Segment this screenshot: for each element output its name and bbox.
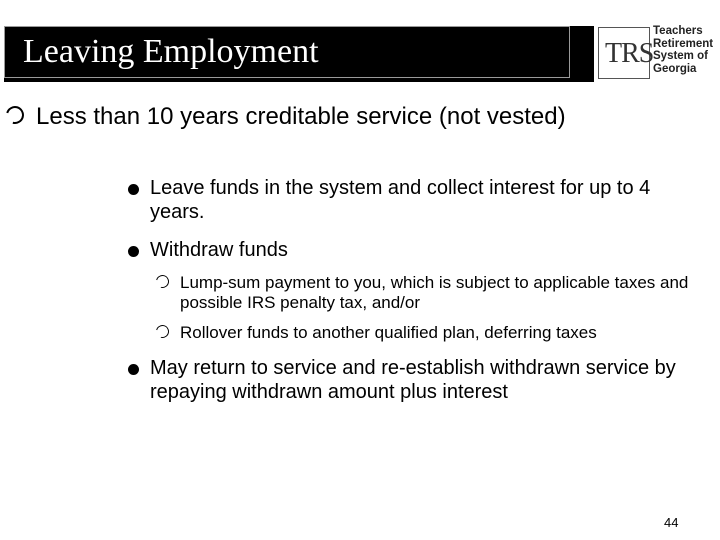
logo-line: Georgia — [653, 62, 697, 75]
sub-bullet-text: May return to service and re-establish withdrawn service by repaying withdrawn amount plus interest — [150, 357, 676, 403]
sub-bullet-text: Leave funds in the system and collect interest for up to 4 years. — [150, 177, 651, 223]
sub-bullet — [128, 356, 708, 404]
sub-sub-bullet-text: Lump-sum payment to you, which is subject to applicable taxes and possible IRS penalty tax, and/or — [180, 273, 689, 312]
sub-sub-bullet — [156, 273, 716, 313]
main-bullet-text: Less than 10 years creditable service (not vested) — [36, 103, 566, 130]
logo-mark: TRS — [605, 38, 654, 69]
page-number: 44 — [664, 515, 679, 530]
open-circle-bullet-icon — [156, 273, 169, 293]
sub-sub-bullet-text: Rollover funds to another qualified plan, deferring taxes — [180, 323, 597, 342]
open-circle-bullet-icon — [6, 102, 34, 132]
filled-dot-bullet-icon — [128, 179, 139, 203]
sub-bullet — [128, 238, 708, 262]
filled-dot-bullet-icon — [128, 241, 139, 265]
slide-title: Leaving Employment — [23, 33, 319, 70]
main-bullet — [6, 102, 666, 132]
logo-line: System of — [653, 50, 708, 62]
filled-dot-bullet-icon — [128, 359, 139, 383]
title-frame — [4, 26, 570, 78]
logo-text — [653, 25, 713, 75]
logo-line: Retirement — [653, 37, 714, 50]
sub-bullet — [128, 176, 708, 224]
title-bar — [4, 26, 594, 82]
logo-line: Teachers — [653, 25, 703, 37]
logo-emblem — [598, 27, 654, 79]
sub-bullet-text: Withdraw funds — [150, 239, 288, 261]
open-circle-bullet-icon — [156, 323, 169, 343]
trs-logo — [598, 22, 716, 82]
sub-sub-bullet — [156, 323, 716, 343]
